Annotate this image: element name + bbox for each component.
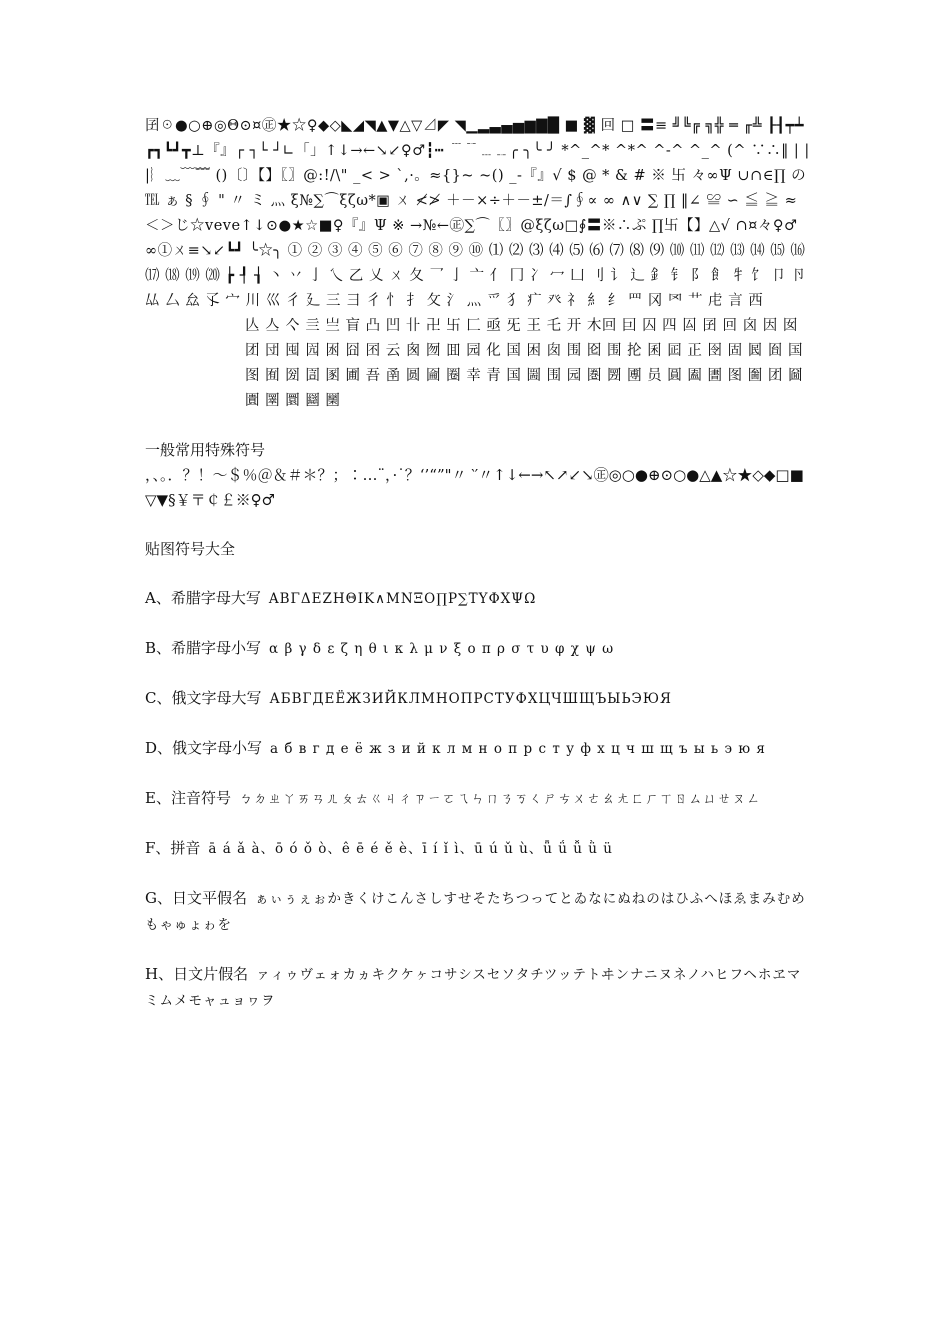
item-value: ㄅㄉㄓㄚㄞㄢㄦㄆㄊㄍㄐㄔㄗㄧㄛㄟㄣㄇㄋㄎㄑㄕㄘㄨㄜㄠㄤㄈㄏㄒㄖㄙㄩㄝㄡㄥ <box>238 791 761 807</box>
item-hiragana <box>145 886 810 938</box>
item-greek-lower <box>145 636 810 662</box>
section-title: 贴图符号大全 <box>145 540 236 558</box>
symbol-block-1: 囝☉●○⊕◎Θ⊙¤㊣★☆♀◆◇◣◢◥▲▼△▽⊿◤ ◥▁▂▃▄▅▆▇█ ■ ▓ 回 □ 〓≡ ╝╚╔ ╗╬ ═ ╓╩ ┠┨┯┷┏┓┗┛┳⊥『』┌ ┐└ ┘∟「」↑↓→←↘↙♀♂┇┅ ﹉﹊﹍﹎╭ ╮╰ ╯ *^_^* ^*^ ^-^ ^_^ (^ ∵∴‖ | | |︴﹏﹋﹌ ()〔〕【】〖〗@:!/\" _< > `,·。≈{}~ ~() _-『』√ $ @ * & # ※ 卐 々∞Ψ ∪∩∈∏ の ℡ ぁ § ∮ " 〃 ミ 灬 ξ№∑⌒ξζω*▣ ㄨ ≮≯ ＋－×÷＋－±/＝∫∮∝ ∞ ∧∨ ∑ ∏ ‖∠ ≌ ∽ ≦ ≧ ≈＜＞じ☆veve↑↓⊙●★☆■♀『』Ψ ※ →№←㊣∑⌒〖〗@ξζω□∮〓※∴ぷ ∏卐【】△√ ∩¤々♀♂∞①ㄨ≡↘↙┗┛ ╰☆╮ ① ② ③ ④ ⑤ ⑥ ⑦ ⑧ ⑨ ⑩ ⑴ ⑵ ⑶ ⑷ ⑸ ⑹ ⑺ ⑻ ⑼ ⑽ ⑾ ⑿ ⒀ ⒁ ⒂ ⒃ ⒄ ⒅ ⒆ ⒇ ┢ ┦ ┧ 丶 丷 亅 乀 乙 乂 ㄨ 夂 乛 亅 亠 亻 冂 冫 冖 凵 刂 讠 辶 釒 钅 阝 飠 牜 饣 卩 卪 厸 厶 厽 孓 宀 川 巛 彳 廴 三 彐 彳 忄 扌 攵 氵 灬 爫 犭 疒 癶 礻 糹 纟 罒 冈 罓 艹 虍 言 西 <box>145 118 810 309</box>
item-label: E、注音符号 <box>145 789 231 807</box>
spacer <box>145 762 810 786</box>
spacer <box>145 562 810 586</box>
common-symbols-title: 一般常用特殊符号 <box>145 441 266 459</box>
item-label: F、拼音 <box>145 839 201 857</box>
item-value: ァィゥヴェォカヵキクケヶコサシスセソタチツッテトヰンナニヌネノハヒフヘホヱマミムメモャュョヮヲ <box>145 967 802 1009</box>
item-value: ぁぃぅぇぉかきくけこんさしすせそたちつってとゐなにぬねのはひふへほゑまみむめもゃゅょゎを <box>145 891 806 933</box>
spacer <box>145 862 810 886</box>
item-value: ΑΒΓΔΕΖΗΘΙΚ∧ΜΝΞΟ∏Ρ∑ΤΥΦΧΨΩ <box>268 591 537 607</box>
spacer <box>145 612 810 636</box>
spacer <box>145 513 810 537</box>
item-value: а б в г д е ё ж з и й к л м н о п р с т у ф х ц ч ш щ ъ ы ь э ю я <box>270 741 766 757</box>
item-label: D、俄文字母小写 <box>145 739 263 757</box>
item-label: H、日文片假名 <box>145 965 249 983</box>
spacer <box>145 812 810 836</box>
item-pinyin <box>145 836 810 862</box>
item-label: A、希腊字母大写 <box>145 589 261 607</box>
spacer <box>145 712 810 736</box>
item-label: G、日文平假名 <box>145 889 247 907</box>
item-label: B、希腊字母小写 <box>145 639 262 657</box>
spacer <box>145 938 810 962</box>
document-page <box>145 114 810 1014</box>
item-value: ā á ǎ à、ō ó ǒ ò、ê ē é ě è、ī í ǐ ì、ū ú ǔ ù、ǖ ǘ ǚ ǜ ü <box>208 841 613 857</box>
common-symbols-text: ，、。．？！～＄％＠＆＃＊？；∶…¨，·˙？‘’“”"〃 ‵′〃↑↓←→↖↗↙↘㊣◎○●⊕⊙○●△▲☆★◇◆□■▽▼§￥〒￠￡※♀♂ <box>145 466 804 509</box>
item-russian-lower <box>145 736 810 762</box>
item-value: АБВГДЕЁЖЗИЙКЛМНОПРСТУФХЦЧШЩЪЫЬЭЮЯ <box>269 691 672 707</box>
item-zhuyin <box>145 786 810 812</box>
symbol-block-2: 亾 亼 亽 亖 亗 盲 凸 凹 卝 卍 卐 匚 亟 旡 王 乇 开 木回 囙 囚 四 囜 囝 回 囟 因 囡 团 団 囤 囥 囦 囧 囨 云 囪 囫 囬 园 化 国 困 囱 围 囵 围 抡 囷 囸 正 囹 固 囻 囼 国 图 囿 圀 圁 圂 圃 吾 圅 圆 圇 圈 幸 青 国 圌 围 园 圏 圐 圑 员 圓 圔 圕 图 圗 团 圙 圚 圛 圜 圝 圞 <box>245 318 803 409</box>
item-greek-upper <box>145 586 810 612</box>
spacer <box>145 662 810 686</box>
item-value: α β γ δ ε ζ η θ ι κ λ μ ν ξ ο π ρ σ τ υ φ χ ψ ω <box>269 641 615 657</box>
item-katakana <box>145 962 810 1014</box>
spacer <box>145 414 810 438</box>
item-label: C、俄文字母大写 <box>145 689 262 707</box>
item-russian-upper <box>145 686 810 712</box>
